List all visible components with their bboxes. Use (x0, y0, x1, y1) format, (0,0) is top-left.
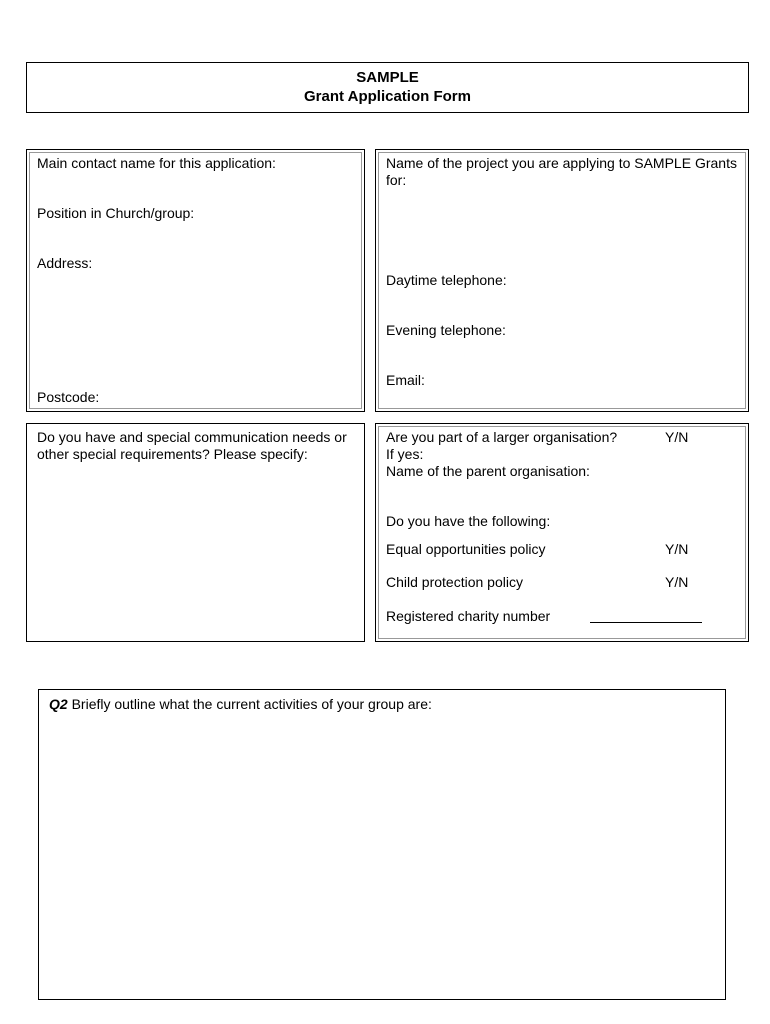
child-protection-yn: Y/N (665, 574, 689, 590)
position-label: Position in Church/group: (37, 205, 195, 221)
address-label: Address: (37, 255, 93, 271)
project-section (375, 149, 749, 412)
q2-question (49, 696, 432, 713)
form-title-sample: SAMPLE (356, 69, 419, 86)
larger-org-yn: Y/N (665, 429, 689, 445)
charity-number-line[interactable] (590, 622, 702, 623)
equal-ops-yn: Y/N (665, 541, 689, 557)
main-contact-label: Main contact name for this application: (37, 155, 276, 171)
daytime-phone-label: Daytime telephone: (386, 272, 507, 288)
postcode-label: Postcode: (37, 389, 100, 405)
parent-org-label: Name of the parent organisation: (386, 463, 590, 479)
q2-number: Q2 (49, 696, 68, 712)
email-label: Email: (386, 372, 425, 388)
form-title-box (26, 62, 749, 113)
evening-phone-label: Evening telephone: (386, 322, 506, 338)
q2-text: Briefly outline what the current activities of your group are: (71, 696, 432, 712)
q2-section (38, 689, 726, 1000)
special-needs-section (26, 423, 365, 642)
special-needs-label: Do you have and special communication needs or other special requirements? Please specify: (37, 429, 347, 462)
child-protection-label: Child protection policy (386, 574, 523, 590)
larger-org-label: Are you part of a larger organisation? (386, 429, 618, 445)
if-yes-label: If yes: (386, 446, 424, 462)
project-name-label: Name of the project you are applying to SAMPLE Grants for: (386, 155, 737, 188)
following-label: Do you have the following: (386, 513, 551, 529)
contact-section (26, 149, 365, 412)
form-title-main: Grant Application Form (304, 88, 471, 105)
equal-ops-label: Equal opportunities policy (386, 541, 546, 557)
organisation-section (375, 423, 749, 642)
charity-number-label: Registered charity number (386, 608, 551, 624)
